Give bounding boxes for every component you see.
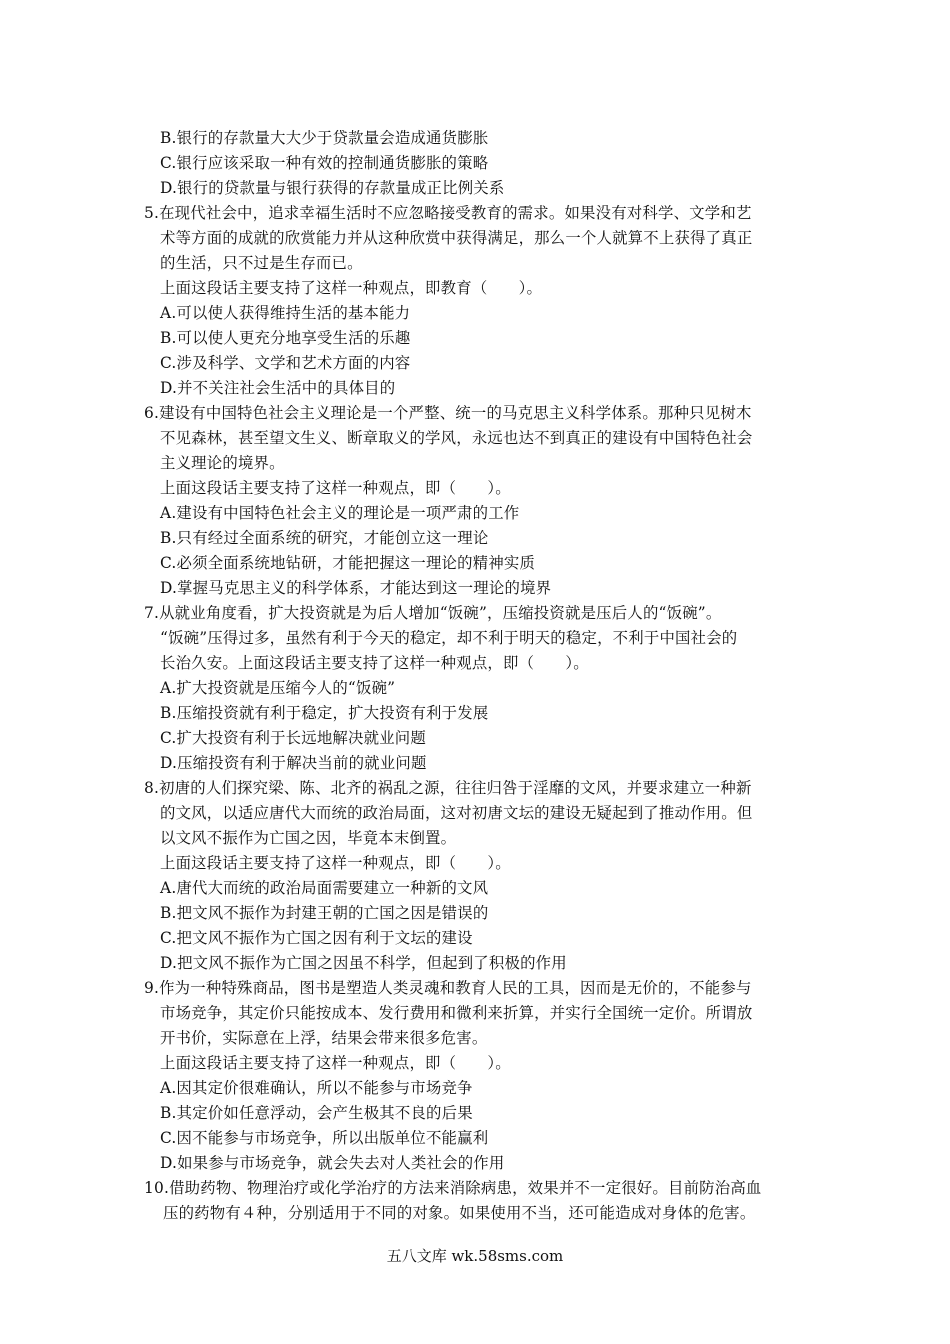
option-c-q6: C.必须全面系统地钻研，才能把握这一理论的精神实质 [160,554,536,572]
question-7-line-2: “饭碗”压得过多，虽然有利于今天的稳定，却不利于明天的稳定，不利于中国社会的 [160,629,738,647]
question-5-line-3: 的生活，只不过是生存而已。 [160,254,363,272]
question-10-line-2: 压的药物有４种，分别适用于不同的对象。如果使用不当，还可能造成对身体的危害。 [163,1204,756,1222]
option-b-q5: B.可以使人更充分地享受生活的乐趣 [160,329,411,347]
question-5-prompt: 上面这段话主要支持了这样一种观点，即教育（ ）。 [160,279,543,297]
question-10-line-1: 10.借助药物、物理治疗或化学治疗的方法来消除病患，效果并不一定很好。目前防治高血 [144,1179,762,1197]
option-d-q9: D.如果参与市场竞争，就会失去对人类社会的作用 [160,1154,505,1172]
option-b-q8: B.把文风不振作为封建王朝的亡国之因是错误的 [160,904,489,922]
option-a-q8: A.唐代大而统的政治局面需要建立一种新的文风 [160,879,489,897]
option-d-q4: D.银行的贷款量与银行获得的存款量成正比例关系 [160,179,505,197]
option-a-q7: A.扩大投资就是压缩今人的“饭碗” [160,679,396,697]
question-7-line-3: 长治久安。上面这段话主要支持了这样一种观点，即（ ）。 [160,654,589,672]
question-8-prompt: 上面这段话主要支持了这样一种观点，即（ ）。 [160,854,511,872]
option-c-q8: C.把文风不振作为亡国之因有利于文坛的建设 [160,929,473,947]
question-6-line-2: 不见森林，甚至望文生义、断章取义的学风，永远也达不到真正的建设有中国特色社会 [160,429,753,447]
option-a-q5: A.可以使人获得维持生活的基本能力 [160,304,411,322]
option-b-q7: B.压缩投资就有利于稳定，扩大投资有利于发展 [160,704,489,722]
option-d-q7: D.压缩投资有利于解决当前的就业问题 [160,754,427,772]
question-5-line-2: 术等方面的成就的欣赏能力并从这种欣赏中获得满足，那么一个人就算不上获得了真正 [160,229,753,247]
page-footer-watermark: 五八文库 wk.58sms.com [386,1247,564,1265]
option-c-q5: C.涉及科学、文学和艺术方面的内容 [160,354,411,372]
question-8-line-1: 8.初唐的人们探究梁、陈、北齐的祸乱之源，往往归咎于淫靡的文风，并要求建立一种新 [144,779,752,797]
option-c-q9: C.因不能参与市场竞争，所以出版单位不能赢利 [160,1129,489,1147]
option-d-q8: D.把文风不振作为亡国之因虽不科学，但起到了积极的作用 [160,954,567,972]
option-d-q6: D.掌握马克思主义的科学体系，才能达到这一理论的境界 [160,579,552,597]
option-a-q9: A.因其定价很难确认，所以不能参与市场竞争 [160,1079,473,1097]
question-9-prompt: 上面这段话主要支持了这样一种观点，即（ ）。 [160,1054,511,1072]
option-b-q9: B.其定价如任意浮动，会产生极其不良的后果 [160,1104,473,1122]
question-9-line-2: 市场竞争，其定价只能按成本、发行费用和微利来折算，并实行全国统一定价。所谓放 [160,1004,753,1022]
question-6-prompt: 上面这段话主要支持了这样一种观点，即（ ）。 [160,479,511,497]
option-c-q4: C.银行应该采取一种有效的控制通货膨胀的策略 [160,154,489,172]
option-d-q5: D.并不关注社会生活中的具体目的 [160,379,396,397]
question-6-line-3: 主义理论的境界。 [160,454,285,472]
question-6-line-1: 6.建设有中国特色社会主义理论是一个严整、统一的马克思主义科学体系。那种只见树木 [144,404,752,422]
question-9-line-1: 9.作为一种特殊商品，图书是塑造人类灵魂和教育人民的工具，因而是无价的，不能参与 [144,979,752,997]
option-b-q4: B.银行的存款量大大少于贷款量会造成通货膨胀 [160,129,489,147]
option-c-q7: C.扩大投资有利于长远地解决就业问题 [160,729,426,747]
question-7-line-1: 7.从就业角度看，扩大投资就是为后人增加“饭碗”，压缩投资就是压后人的“饭碗”。 [144,604,722,622]
question-8-line-3: 以文风不振作为亡国之因，毕竟本末倒置。 [160,829,457,847]
question-5-line-1: 5.在现代社会中，追求幸福生活时不应忽略接受教育的需求。如果没有对科学、文学和艺 [144,204,752,222]
option-a-q6: A.建设有中国特色社会主义的理论是一项严肃的工作 [160,504,520,522]
question-8-line-2: 的文风，以适应唐代大而统的政治局面，这对初唐文坛的建设无疑起到了推动作用。但 [160,804,753,822]
option-b-q6: B.只有经过全面系统的研究，才能创立这一理论 [160,529,489,547]
question-9-line-3: 开书价，实际意在上浮，结果会带来很多危害。 [160,1029,488,1047]
